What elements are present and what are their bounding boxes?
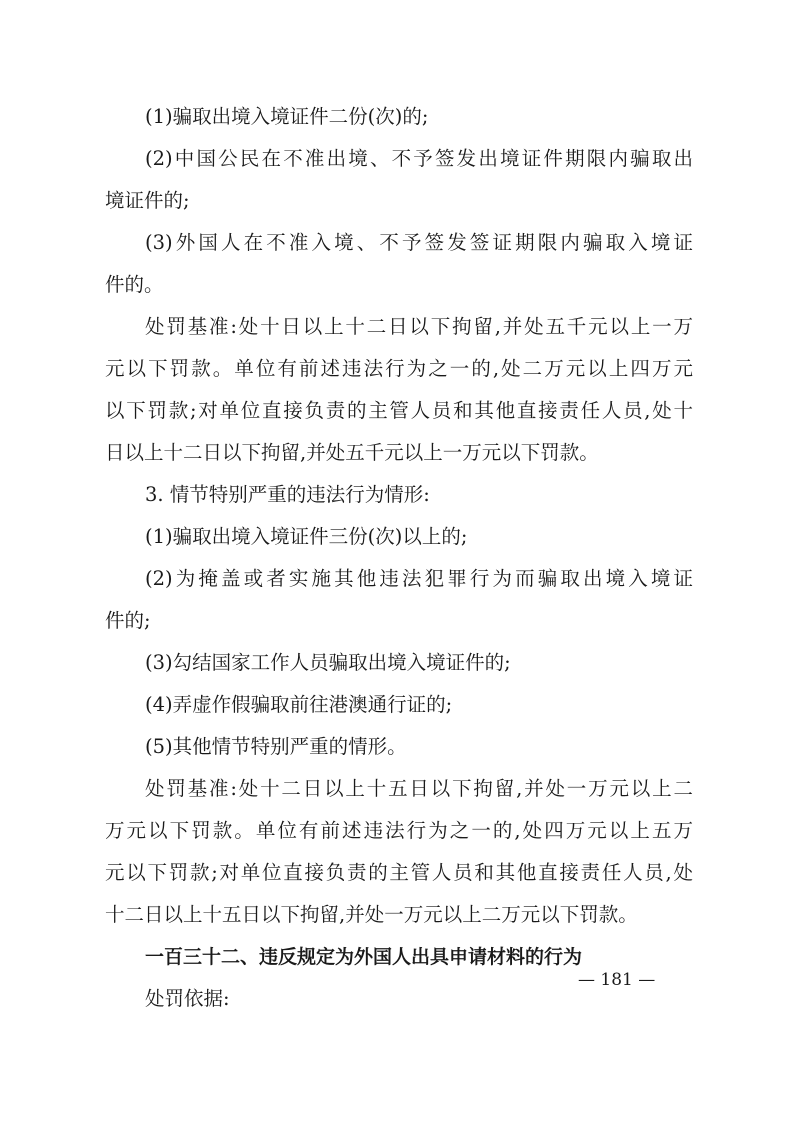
- page-number: — 181 —: [578, 970, 656, 990]
- text-line: 以下罚款;对单位直接负责的主管人员和其他直接责任人员,处十: [105, 399, 693, 422]
- text-line: 元以下罚款;对单位直接负责的主管人员和其他直接责任人员,处: [105, 861, 693, 884]
- section-subheading: 3. 情节特别严重的违法行为情形:: [145, 483, 430, 506]
- document-body: [105, 96, 693, 1020]
- text-line: (2)为掩盖或者实施其他违法犯罪行为而骗取出境入境证: [145, 567, 693, 590]
- text-line: (1)骗取出境入境证件二份(次)的;: [145, 105, 429, 128]
- text-line: 十二日以上十五日以下拘留,并处一万元以上二万元以下罚款。: [105, 903, 638, 926]
- text-line: 万元以下罚款。单位有前述违法行为之一的,处四万元以上五万: [105, 819, 693, 842]
- text-line: (2)中国公民在不准出境、不予签发出境证件期限内骗取出: [145, 147, 693, 170]
- text-line: 件的;: [105, 609, 151, 632]
- text-line: 处罚基准:处十日以上十二日以下拘留,并处五千元以上一万: [145, 315, 693, 338]
- text-line: (3)外国人在不准入境、不予签发签证期限内骗取入境证: [145, 231, 693, 254]
- text-line: 处罚依据:: [145, 987, 230, 1010]
- text-line: 件的。: [105, 273, 164, 296]
- text-line: (3)勾结国家工作人员骗取出境入境证件的;: [145, 651, 511, 674]
- section-heading: 一百三十二、违反规定为外国人出具申请材料的行为: [145, 946, 583, 968]
- text-line: (1)骗取出境入境证件三份(次)以上的;: [145, 525, 468, 548]
- text-line: 处罚基准:处十二日以上十五日以下拘留,并处一万元以上二: [145, 777, 693, 800]
- text-line: 境证件的;: [105, 189, 190, 212]
- text-line: (4)弄虚作假骗取前往港澳通行证的;: [145, 693, 453, 716]
- text-line: 元以下罚款。单位有前述违法行为之一的,处二万元以上四万元: [105, 357, 693, 380]
- text-line: 日以上十二日以下拘留,并处五千元以上一万元以下罚款。: [105, 441, 599, 464]
- text-line: (5)其他情节特别严重的情形。: [145, 735, 407, 758]
